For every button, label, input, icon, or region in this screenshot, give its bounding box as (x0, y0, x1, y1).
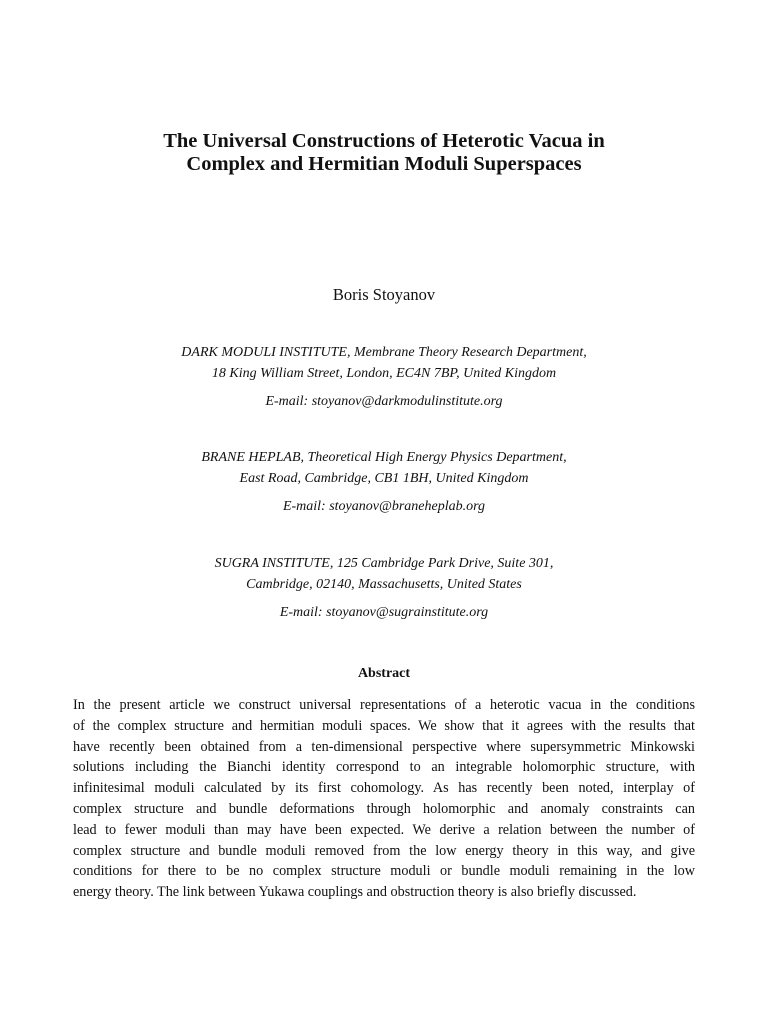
paper-title (60, 130, 708, 176)
abstract-body (73, 695, 695, 903)
title-line: Complex and Hermitian Moduli Superspaces (186, 153, 582, 175)
affiliation-dark-moduli-institute (60, 342, 708, 412)
abstract-line: energy theory. The link between Yukawa couplings and obstruction theory is also briefly discussed. (73, 884, 637, 901)
affiliation-line: BRANE HEPLAB, Theoretical High Energy Physics Department, (201, 450, 567, 465)
affiliation-line: 18 King William Street, London, EC4N 7BP, United Kingdom (211, 366, 557, 381)
abstract-line: lead to fewer moduli than may have been expected. We derive a relation between the number of (73, 821, 695, 838)
abstract-line: have recently been obtained from a ten-dimensional perspective where supersymmetric Minkowski (73, 738, 695, 755)
title-line: The Universal Constructions of Heterotic Vacua in (163, 130, 605, 152)
abstract-heading: Abstract (357, 666, 411, 681)
abstract-line: solutions including the Bianchi identity correspond to an integrable holomorphic structure, with (73, 759, 695, 776)
abstract-line: of the complex structure and hermitian moduli spaces. We show that it agrees with the results that (73, 717, 695, 734)
abstract-line: In the present article we construct universal representations of a heterotic vacua in the conditions (73, 697, 695, 713)
affiliation-line: East Road, Cambridge, CB1 1BH, United Kingdom (239, 471, 529, 486)
abstract-line: complex structure and bundle moduli removed from the low energy theory in this way, and give (73, 842, 695, 859)
abstract-line: conditions for there to be no complex structure moduli or bundle moduli remaining in the low (73, 863, 695, 880)
affiliation-sugra-institute (60, 553, 708, 623)
affiliation-line: SUGRA INSTITUTE, 125 Cambridge Park Drive, Suite 301, (214, 556, 554, 571)
affiliation-brane-heplab (60, 447, 708, 517)
abstract-line: complex structure and bundle deformations through holomorphic and anomaly constraints can (73, 800, 695, 817)
abstract-line: infinitesimal moduli calculated by its first cohomology. As has recently been noted, interplay of (73, 780, 695, 797)
author-name: Boris Stoyanov (332, 285, 436, 304)
affiliation-email: E-mail: stoyanov@braneheplab.org (282, 499, 486, 514)
affiliation-line: Cambridge, 02140, Massachusetts, United States (246, 577, 522, 592)
affiliation-email: E-mail: stoyanov@sugrainstitute.org (279, 605, 489, 620)
affiliation-line: DARK MODULI INSTITUTE, Membrane Theory Research Department, (181, 345, 587, 360)
affiliation-email: E-mail: stoyanov@darkmodulinstitute.org (265, 394, 503, 409)
